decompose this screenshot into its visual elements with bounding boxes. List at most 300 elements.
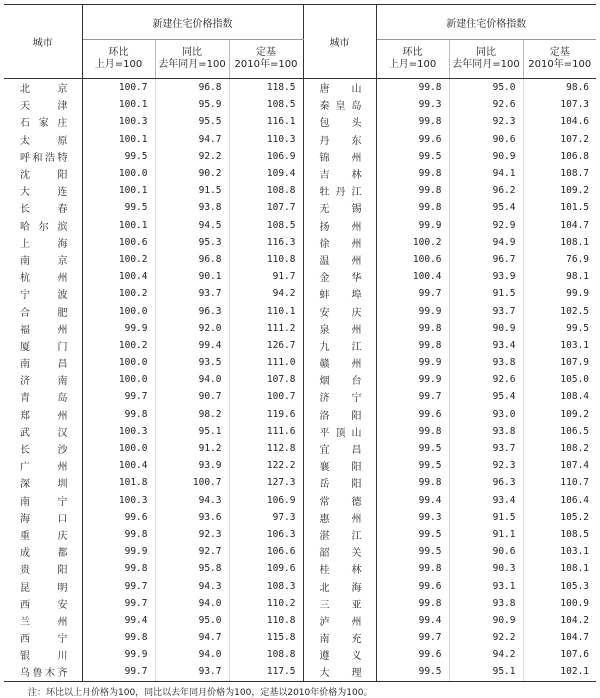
right-city-cell: 唐 山 <box>303 79 376 97</box>
right-base-cell: 104.7 <box>560 632 590 644</box>
right-city-cell: 锦 州 <box>303 148 376 165</box>
left-mom-cell: 100.3 <box>82 492 155 509</box>
table-row <box>4 423 596 440</box>
left-yoy-cell: 94.7 <box>155 131 229 148</box>
right-city-cell: 包 头 <box>303 113 376 130</box>
table-row <box>4 354 596 371</box>
right-yoy-cell: 93.8 <box>449 595 523 612</box>
right-yoy-cell: 96.2 <box>449 182 523 199</box>
left-yoy-cell: 96.3 <box>155 302 229 319</box>
table-row <box>4 457 596 474</box>
left-base-cell: 118.5 <box>229 79 303 97</box>
right-yoy-cell: 90.9 <box>449 612 523 629</box>
right-yoy-cell: 92.6 <box>449 96 523 113</box>
left-base-cell: 94.2 <box>229 285 303 302</box>
left-yoy-cell: 92.2 <box>155 148 229 165</box>
right-base-cell: 98.1 <box>566 271 590 283</box>
left-yoy-cell: 90.7 <box>155 388 229 405</box>
yoy-label: 同比 <box>476 47 496 58</box>
table-row <box>4 406 596 423</box>
left-base-cell: 108.5 <box>229 96 303 113</box>
right-mom-cell: 99.8 <box>376 423 449 440</box>
right-city-cell: 大 理 <box>303 663 376 681</box>
right-mom-cell: 99.8 <box>376 165 449 182</box>
left-base-cell: 126.7 <box>229 337 303 354</box>
right-yoy-cell: 93.1 <box>449 577 523 594</box>
table-row <box>4 199 596 216</box>
left-yoy-cell: 93.8 <box>155 199 229 216</box>
left-base-cell: 116.3 <box>229 234 303 251</box>
mom-header-right <box>376 40 449 79</box>
right-mom-cell: 99.7 <box>376 388 449 405</box>
left-city-cell: 昆 明 <box>4 577 82 594</box>
yoy-label: 同比 <box>182 47 202 58</box>
left-city-cell: 天 津 <box>4 96 82 113</box>
right-base-cell: 105.3 <box>560 580 590 592</box>
left-city-cell: 青 岛 <box>4 388 82 405</box>
right-mom-cell: 99.5 <box>376 543 449 560</box>
right-city-cell: 韶 关 <box>303 543 376 560</box>
left-city-cell: 沈 阳 <box>4 165 82 182</box>
left-mom-cell: 101.8 <box>82 474 155 491</box>
right-city-cell: 徐 州 <box>303 234 376 251</box>
left-city-cell: 福 州 <box>4 320 82 337</box>
right-mom-cell: 99.8 <box>376 199 449 216</box>
left-yoy-cell: 90.1 <box>155 268 229 285</box>
right-mom-cell: 99.6 <box>376 577 449 594</box>
left-city-cell: 西 安 <box>4 595 82 612</box>
left-city-cell: 合 肥 <box>4 302 82 319</box>
table-row <box>4 560 596 577</box>
left-yoy-cell: 91.5 <box>155 182 229 199</box>
left-yoy-cell: 92.3 <box>155 526 229 543</box>
right-mom-cell: 99.5 <box>376 526 449 543</box>
right-city-cell: 襄 阳 <box>303 457 376 474</box>
right-base-cell: 99.9 <box>566 288 590 300</box>
left-base-cell: 122.2 <box>229 457 303 474</box>
right-yoy-cell: 94.1 <box>449 165 523 182</box>
table-row <box>4 337 596 354</box>
right-base-cell: 103.1 <box>560 546 590 558</box>
right-city-cell: 常 德 <box>303 492 376 509</box>
right-mom-cell: 100.6 <box>376 251 449 268</box>
right-base-cell: 108.4 <box>560 391 590 403</box>
left-city-cell: 成 都 <box>4 543 82 560</box>
right-base-cell: 102.5 <box>560 305 590 317</box>
left-base-cell: 110.8 <box>229 612 303 629</box>
left-mom-cell: 99.5 <box>82 199 155 216</box>
right-mom-cell: 99.7 <box>376 285 449 302</box>
right-yoy-cell: 92.3 <box>449 113 523 130</box>
right-yoy-cell: 90.6 <box>449 131 523 148</box>
left-yoy-cell: 94.5 <box>155 217 229 234</box>
right-base-cell: 107.2 <box>560 133 590 145</box>
right-city-cell: 丹 东 <box>303 131 376 148</box>
left-base-cell: 106.9 <box>229 148 303 165</box>
right-mom-cell: 99.7 <box>376 629 449 646</box>
right-base-cell: 98.6 <box>566 82 590 94</box>
table-row <box>4 148 596 165</box>
left-base-cell: 111.0 <box>229 354 303 371</box>
left-yoy-cell: 95.8 <box>155 560 229 577</box>
right-yoy-cell: 93.8 <box>449 354 523 371</box>
right-mom-cell: 99.5 <box>376 440 449 457</box>
left-yoy-cell: 96.8 <box>155 79 229 97</box>
left-base-cell: 109.4 <box>229 165 303 182</box>
table-row <box>4 543 596 560</box>
table-row <box>4 268 596 285</box>
left-mom-cell: 100.0 <box>82 440 155 457</box>
left-mom-cell: 99.5 <box>82 148 155 165</box>
left-city-cell: 济 南 <box>4 371 82 388</box>
left-city-cell: 郑 州 <box>4 406 82 423</box>
right-yoy-cell: 92.6 <box>449 371 523 388</box>
left-base-cell: 109.6 <box>229 560 303 577</box>
left-base-cell: 108.8 <box>229 182 303 199</box>
left-base-cell: 119.6 <box>229 406 303 423</box>
left-mom-cell: 100.0 <box>82 354 155 371</box>
left-base-cell: 91.7 <box>229 268 303 285</box>
right-mom-cell: 99.3 <box>376 96 449 113</box>
right-yoy-cell: 92.3 <box>449 457 523 474</box>
left-city-cell: 重 庆 <box>4 526 82 543</box>
right-base-cell: 104.2 <box>560 614 590 626</box>
base-sublabel: 2010年=100 <box>528 59 592 70</box>
right-yoy-cell: 91.5 <box>449 509 523 526</box>
left-yoy-cell: 93.7 <box>155 663 229 681</box>
right-yoy-cell: 90.9 <box>449 320 523 337</box>
right-base-cell: 107.9 <box>560 357 590 369</box>
left-mom-cell: 100.6 <box>82 234 155 251</box>
table-row <box>4 165 596 182</box>
right-city-cell: 秦皇岛 <box>303 96 376 113</box>
left-mom-cell: 100.1 <box>82 131 155 148</box>
right-city-cell: 赣 州 <box>303 354 376 371</box>
table-row <box>4 577 596 594</box>
left-yoy-cell: 96.8 <box>155 251 229 268</box>
left-city-cell: 宁 波 <box>4 285 82 302</box>
left-base-cell: 110.1 <box>229 302 303 319</box>
right-city-cell: 洛 阳 <box>303 406 376 423</box>
left-base-cell: 110.8 <box>229 251 303 268</box>
left-base-cell: 111.2 <box>229 320 303 337</box>
left-yoy-cell: 99.4 <box>155 337 229 354</box>
left-base-cell: 112.8 <box>229 440 303 457</box>
right-yoy-cell: 93.4 <box>449 337 523 354</box>
yoy-sublabel: 去年同月=100 <box>158 59 226 70</box>
left-yoy-cell: 94.0 <box>155 371 229 388</box>
left-yoy-cell: 93.7 <box>155 285 229 302</box>
right-yoy-cell: 93.0 <box>449 406 523 423</box>
left-yoy-cell: 94.7 <box>155 629 229 646</box>
right-city-cell: 九 江 <box>303 337 376 354</box>
table-row <box>4 182 596 199</box>
left-yoy-cell: 93.5 <box>155 354 229 371</box>
left-yoy-cell: 94.3 <box>155 492 229 509</box>
left-base-cell: 116.1 <box>229 113 303 130</box>
left-base-cell: 107.8 <box>229 371 303 388</box>
table-row <box>4 509 596 526</box>
right-mom-cell: 99.5 <box>376 148 449 165</box>
right-base-cell: 109.2 <box>560 185 590 197</box>
left-mom-cell: 100.4 <box>82 457 155 474</box>
table-row <box>4 251 596 268</box>
yoy-sublabel: 去年同月=100 <box>452 59 520 70</box>
right-mom-cell: 99.5 <box>376 457 449 474</box>
left-city-cell: 南 宁 <box>4 492 82 509</box>
right-base-cell: 108.7 <box>560 168 590 180</box>
left-mom-cell: 100.2 <box>82 251 155 268</box>
left-mom-cell: 99.9 <box>82 320 155 337</box>
right-yoy-cell: 93.7 <box>449 302 523 319</box>
right-base-cell: 107.6 <box>560 649 590 661</box>
left-city-cell: 银 川 <box>4 646 82 663</box>
right-city-cell: 蚌 埠 <box>303 285 376 302</box>
table-row <box>4 646 596 663</box>
left-yoy-cell: 95.3 <box>155 234 229 251</box>
left-mom-cell: 100.1 <box>82 96 155 113</box>
left-yoy-cell: 90.2 <box>155 165 229 182</box>
left-city-cell: 长 春 <box>4 199 82 216</box>
right-base-cell: 109.2 <box>560 408 590 420</box>
right-base-cell: 102.1 <box>523 663 596 681</box>
right-mom-cell: 99.9 <box>376 371 449 388</box>
right-city-cell: 牡丹江 <box>303 182 376 199</box>
left-yoy-cell: 98.2 <box>155 406 229 423</box>
left-city-cell: 乌鲁木齐 <box>4 663 82 681</box>
left-city-cell: 深 圳 <box>4 474 82 491</box>
left-mom-cell: 100.0 <box>82 302 155 319</box>
base-header-left <box>229 40 303 79</box>
mom-sublabel: 上月=100 <box>388 59 437 70</box>
right-yoy-cell: 90.9 <box>449 148 523 165</box>
left-mom-cell: 100.4 <box>82 268 155 285</box>
right-city-cell: 平顶山 <box>303 423 376 440</box>
left-base-cell: 106.3 <box>229 526 303 543</box>
left-base-cell: 108.3 <box>229 577 303 594</box>
right-base-cell: 105.2 <box>560 511 590 523</box>
right-city-cell: 安 庆 <box>303 302 376 319</box>
base-label: 定基 <box>256 47 276 58</box>
left-mom-cell: 100.2 <box>82 337 155 354</box>
left-mom-cell: 99.7 <box>82 577 155 594</box>
table-body <box>4 79 596 682</box>
right-base-cell: 108.5 <box>560 528 590 540</box>
left-mom-cell: 99.8 <box>82 406 155 423</box>
right-mom-cell: 99.9 <box>376 354 449 371</box>
left-base-cell: 108.8 <box>229 646 303 663</box>
left-city-cell: 哈尔滨 <box>4 217 82 234</box>
right-base-cell: 108.1 <box>560 563 590 575</box>
yoy-header-right <box>449 40 523 79</box>
right-mom-cell: 99.6 <box>376 131 449 148</box>
right-mom-cell: 99.5 <box>376 663 449 681</box>
left-mom-cell: 99.6 <box>82 509 155 526</box>
base-header-right <box>523 40 596 79</box>
mom-sublabel: 上月=100 <box>94 59 143 70</box>
right-mom-cell: 99.8 <box>376 79 449 97</box>
right-yoy-cell: 94.9 <box>449 234 523 251</box>
mom-header-left <box>82 40 155 79</box>
right-yoy-cell: 96.7 <box>449 251 523 268</box>
table-row <box>4 302 596 319</box>
table-row <box>4 285 596 302</box>
right-yoy-cell: 93.9 <box>449 268 523 285</box>
left-base-cell: 100.7 <box>229 388 303 405</box>
right-city-cell: 温 州 <box>303 251 376 268</box>
right-city-cell: 北 海 <box>303 577 376 594</box>
right-yoy-cell: 93.4 <box>449 492 523 509</box>
right-base-cell: 99.5 <box>566 322 590 334</box>
left-mom-cell: 100.3 <box>82 113 155 130</box>
right-city-cell: 湛 江 <box>303 526 376 543</box>
table-row <box>4 526 596 543</box>
right-city-cell: 南 充 <box>303 629 376 646</box>
right-mom-cell: 100.2 <box>376 234 449 251</box>
table-row <box>4 629 596 646</box>
right-city-cell: 无 锡 <box>303 199 376 216</box>
left-mom-cell: 100.1 <box>82 217 155 234</box>
left-mom-cell: 99.7 <box>82 663 155 681</box>
right-city-cell: 吉 林 <box>303 165 376 182</box>
left-mom-cell: 100.0 <box>82 371 155 388</box>
table-row <box>4 388 596 405</box>
table-row <box>4 474 596 491</box>
right-city-cell: 惠 州 <box>303 509 376 526</box>
right-yoy-cell: 91.5 <box>449 285 523 302</box>
right-base-cell: 106.4 <box>560 494 590 506</box>
right-base-cell: 76.9 <box>566 253 590 265</box>
yoy-header-left <box>155 40 229 79</box>
table-row <box>4 217 596 234</box>
table-row <box>4 79 596 97</box>
right-base-cell: 104.7 <box>560 219 590 231</box>
right-yoy-cell: 90.3 <box>449 560 523 577</box>
left-mom-cell: 99.9 <box>82 646 155 663</box>
right-base-cell: 107.4 <box>560 460 590 472</box>
price-index-table <box>4 4 596 682</box>
left-mom-cell: 100.3 <box>82 423 155 440</box>
right-mom-cell: 99.8 <box>376 474 449 491</box>
left-city-cell: 兰 州 <box>4 612 82 629</box>
table-row <box>4 96 596 113</box>
mom-label: 环比 <box>402 47 423 58</box>
left-yoy-cell: 92.0 <box>155 320 229 337</box>
left-mom-cell: 100.7 <box>82 79 155 97</box>
base-sublabel: 2010年=100 <box>234 59 298 70</box>
right-yoy-cell: 92.2 <box>449 629 523 646</box>
right-mom-cell: 99.4 <box>376 492 449 509</box>
table-row <box>4 320 596 337</box>
right-city-cell: 桂 林 <box>303 560 376 577</box>
city-column-header-left: 城市 <box>4 5 82 79</box>
left-yoy-cell: 95.9 <box>155 96 229 113</box>
right-yoy-cell: 90.6 <box>449 543 523 560</box>
left-base-cell: 110.3 <box>229 131 303 148</box>
left-yoy-cell: 94.3 <box>155 577 229 594</box>
right-city-cell: 烟 台 <box>303 371 376 388</box>
right-base-cell: 107.3 <box>560 99 590 111</box>
left-base-cell: 108.5 <box>229 217 303 234</box>
right-city-cell: 遵 义 <box>303 646 376 663</box>
left-city-cell: 南 京 <box>4 251 82 268</box>
right-mom-cell: 99.3 <box>376 509 449 526</box>
left-base-cell: 97.3 <box>229 509 303 526</box>
left-city-cell: 武 汉 <box>4 423 82 440</box>
right-mom-cell: 99.9 <box>376 217 449 234</box>
right-yoy-cell: 91.1 <box>449 526 523 543</box>
left-city-cell: 杭 州 <box>4 268 82 285</box>
right-mom-cell: 99.8 <box>376 337 449 354</box>
left-base-cell: 117.5 <box>229 663 303 681</box>
left-mom-cell: 99.7 <box>82 595 155 612</box>
table-row <box>4 595 596 612</box>
price-index-table-container <box>4 4 596 698</box>
right-city-cell: 泉 州 <box>303 320 376 337</box>
right-city-cell: 金 华 <box>303 268 376 285</box>
right-base-cell: 106.8 <box>560 150 590 162</box>
right-city-cell: 济 宁 <box>303 388 376 405</box>
left-base-cell: 111.6 <box>229 423 303 440</box>
right-base-cell: 106.5 <box>560 425 590 437</box>
left-mom-cell: 99.7 <box>82 388 155 405</box>
left-city-cell: 海 口 <box>4 509 82 526</box>
table-row <box>4 612 596 629</box>
right-base-cell: 105.0 <box>560 374 590 386</box>
right-mom-cell: 99.6 <box>376 646 449 663</box>
left-city-cell: 呼和浩特 <box>4 148 82 165</box>
group-header-left: 新建住宅价格指数 <box>82 5 303 40</box>
left-city-cell: 广 州 <box>4 457 82 474</box>
right-base-cell: 104.6 <box>560 116 590 128</box>
right-mom-cell: 99.9 <box>376 302 449 319</box>
left-city-cell: 西 宁 <box>4 629 82 646</box>
right-mom-cell: 99.6 <box>376 406 449 423</box>
left-mom-cell: 99.8 <box>82 560 155 577</box>
left-city-cell: 上 海 <box>4 234 82 251</box>
right-mom-cell: 99.8 <box>376 320 449 337</box>
group-header-right: 新建住宅价格指数 <box>376 5 596 40</box>
right-yoy-cell: 94.2 <box>449 646 523 663</box>
right-yoy-cell: 95.4 <box>449 388 523 405</box>
left-mom-cell: 100.0 <box>82 165 155 182</box>
city-column-header-right: 城市 <box>303 5 376 79</box>
left-city-cell: 南 昌 <box>4 354 82 371</box>
left-mom-cell: 99.4 <box>82 612 155 629</box>
right-yoy-cell: 95.1 <box>449 663 523 681</box>
left-yoy-cell: 93.6 <box>155 509 229 526</box>
right-mom-cell: 99.8 <box>376 113 449 130</box>
table-footnote: 注：环比以上月价格为100，同比以去年同月价格为100，定基以2010年价格为100。 <box>28 687 373 698</box>
left-base-cell: 127.3 <box>229 474 303 491</box>
right-base-cell: 103.1 <box>560 339 590 351</box>
right-base-cell: 110.7 <box>560 477 590 489</box>
left-yoy-cell: 95.1 <box>155 423 229 440</box>
right-base-cell: 108.2 <box>560 443 590 455</box>
left-yoy-cell: 95.0 <box>155 612 229 629</box>
right-mom-cell: 99.8 <box>376 560 449 577</box>
left-city-cell: 贵 阳 <box>4 560 82 577</box>
left-city-cell: 大 连 <box>4 182 82 199</box>
right-yoy-cell: 93.8 <box>449 423 523 440</box>
left-mom-cell: 99.8 <box>82 526 155 543</box>
right-mom-cell: 99.8 <box>376 182 449 199</box>
table-row <box>4 371 596 388</box>
left-city-cell: 太 原 <box>4 131 82 148</box>
right-mom-cell: 100.4 <box>376 268 449 285</box>
left-yoy-cell: 100.7 <box>155 474 229 491</box>
right-base-cell: 101.5 <box>560 202 590 214</box>
